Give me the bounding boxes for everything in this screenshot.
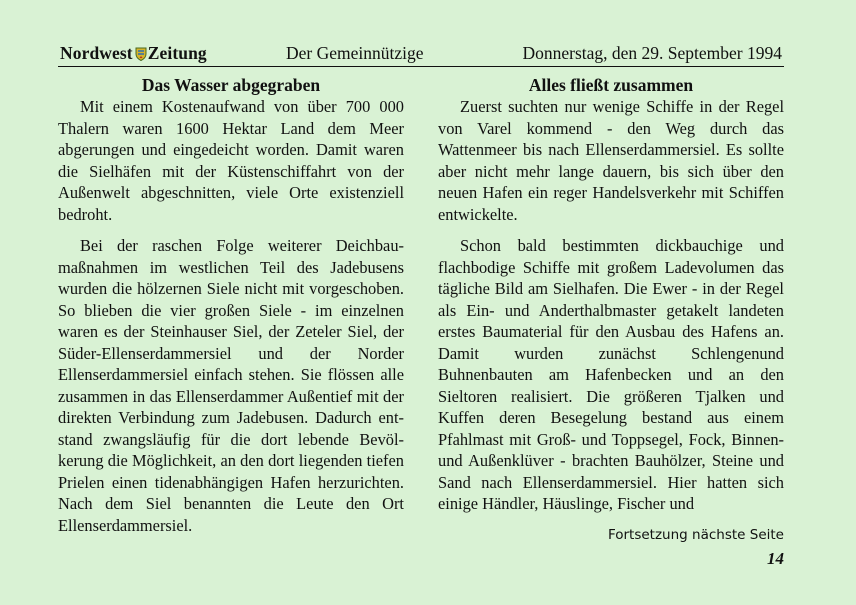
page-header <box>58 40 784 67</box>
left-column <box>58 75 404 536</box>
article-title: Das Wasser abgegraben <box>141 75 321 95</box>
coat-of-arms-icon <box>135 47 147 61</box>
paragraph: Zuerst suchten nur wenige Schiffe in der Regel von Varel kommend - den Weg durch das Wattenmeer bis nach Ellenserdammersiel. Es sollte aber nicht mehr lange dauern, bis sich über den neuen Hafen ein reger Handelsverkehr mit Schiffen entwickelte. <box>438 97 784 224</box>
newspaper-logo <box>60 43 207 64</box>
paragraph: Bei der raschen Folge weiterer Deichbaumaßnahmen im westlichen Teil des Jadebusens wurden die hölzernen Siele nicht mit vorgeschoben. So blieben die vier großen Siele - im einzelnen waren es der Steinhauser Siel, der Zeteler Siel, der Süder-Ellenserdammersiel und der Norder Ellenserdammersiel einfach stehen. Sie flössen alle zusammen in das Ellenserdammer Außentief mit der direkten Verbindung zum Jadebusen. Dadurch entstand zwangsläufig für die dort lebende Bevölkerung die Möglichkeit, an den dort liegenden tiefen Prielen einen tidenabhängigen Hafen herzurichten. Nach dem Siel benannten die Leute den Ort Ellenserdammersiel. <box>58 236 404 535</box>
page-number: 14 <box>767 549 784 568</box>
issue-date: Donnerstag, den 29. September 1994 <box>522 43 782 63</box>
brand-name-left: Nordwest <box>60 43 133 63</box>
paragraph: Schon bald bestimmten dickbauchige und flachbodige Schiffe mit großem Ladevolumen das tägliche Bild am Sielhafen. Die Ewer - in der Regel als Ein- und Anderthalbmaster getakelt landeten erstes Baumaterial für den Ausbau des Hafens an. Damit wurden zunächst Schlengenund Buhnenbauten am Hafenbecken und an den Sieltoren realisiert. Die größeren Tjalken und Kuffen deren Besegelung bestand aus einem Pfahlmast mit Groß- und Toppsegel, Fock, Binnen- und Außenklüver - brachten Bauhölzer, Steine und Sand nach Ellenserdammersiel. Hier hatten sich einige Händler, Häuslinge, Fischer und <box>438 236 784 513</box>
continuation-note: Fortsetzung nächste Seite <box>607 527 784 543</box>
section-title: Der Gemeinnützige <box>286 43 424 63</box>
article-title: Alles fließt zusammen <box>528 75 694 95</box>
brand-name-right: Zeitung <box>147 43 207 63</box>
paragraph: Mit einem Kostenaufwand von über 700 000 Thalern waren 1600 Hektar Land dem Meer abgerungen und eingedeicht worden. Damit waren die Sielhäfen mit der Küstenschiffahrt von der Außenwelt abgeschnitten, viele Orte existenziell bedroht. <box>58 97 404 224</box>
right-column <box>438 75 784 515</box>
